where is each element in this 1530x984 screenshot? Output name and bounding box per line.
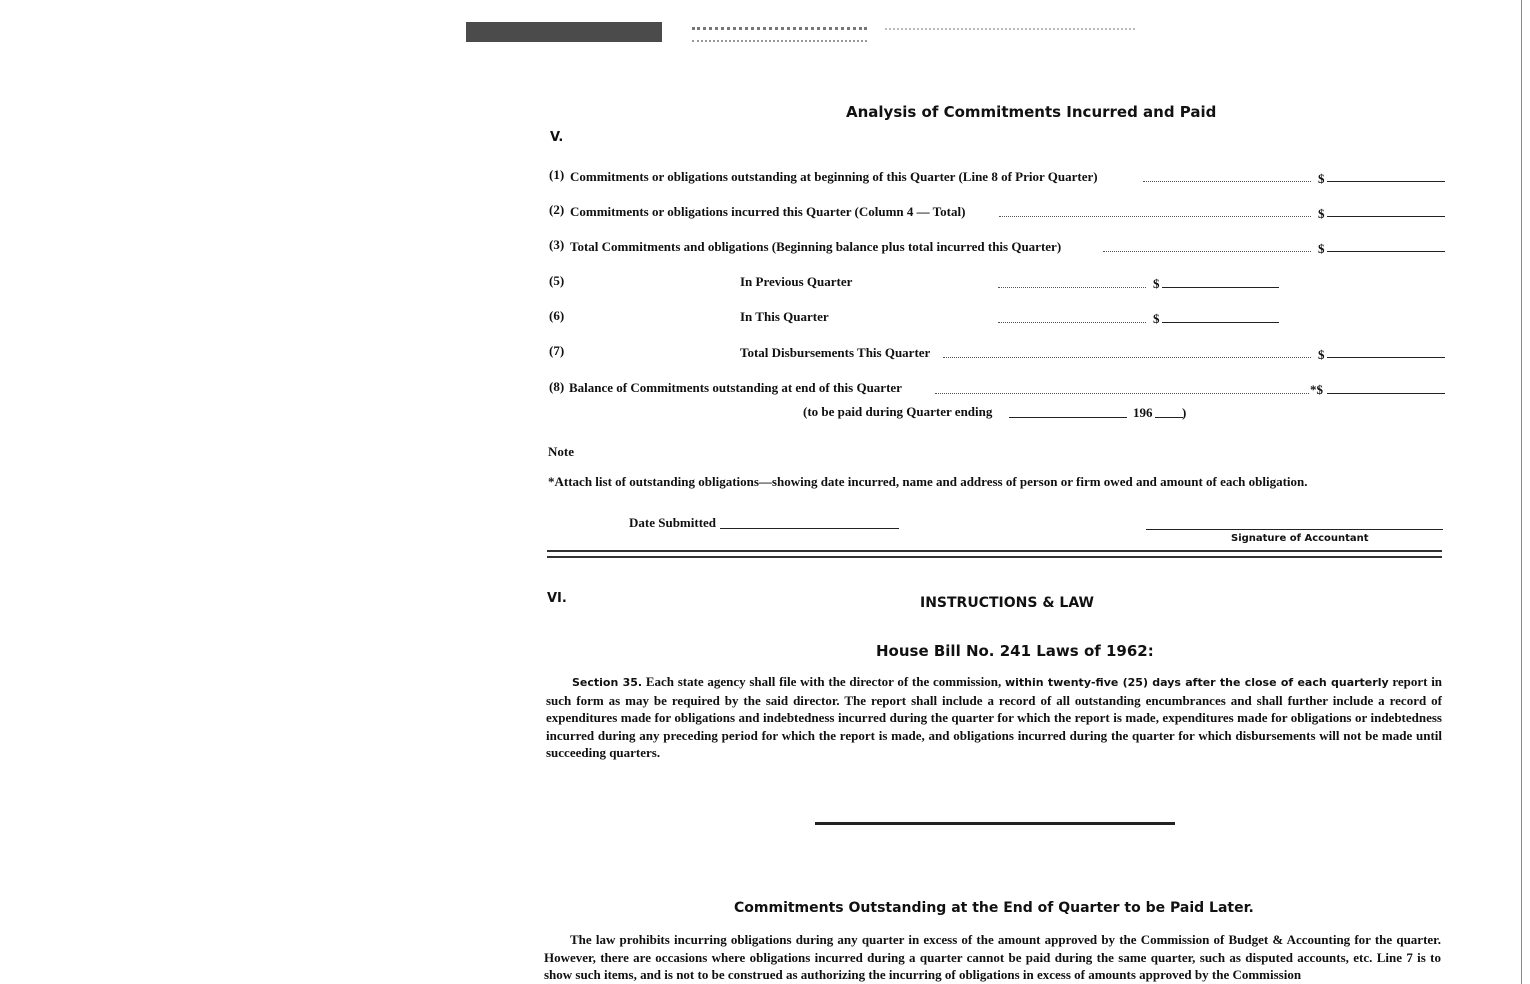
scan-artifact-bar [692, 27, 867, 42]
section-vi-label: VI. [547, 591, 567, 606]
section-v-label: V. [550, 130, 564, 145]
amount-field[interactable] [1327, 216, 1445, 217]
signature-field[interactable] [1146, 529, 1443, 530]
line-label: Total Disbursements This Quarter [740, 345, 931, 360]
line-number: (1) [549, 167, 565, 182]
amount-field[interactable] [1162, 287, 1279, 288]
year-field[interactable] [1155, 417, 1183, 418]
amount-field[interactable] [1327, 251, 1445, 252]
section-v-title: Analysis of Commitments Incurred and Paid [846, 103, 1217, 121]
line-label: Total Commitments and obligations (Beginning balance plus total incurred this Quarter) [570, 239, 1062, 254]
date-submitted-field[interactable] [720, 528, 899, 529]
currency-sign: $ [1318, 171, 1325, 186]
note-text: *Attach list of outstanding obligations—showing date incurred, name and address of person or firm owed and amount of each obligation. [548, 474, 1308, 489]
line-number: (6) [549, 308, 565, 323]
to-be-paid-label: (to be paid during Quarter ending [803, 404, 993, 419]
amount-field[interactable] [1327, 357, 1445, 358]
section-vi-title: INSTRUCTIONS & LAW [920, 595, 1094, 611]
section-label: Section 35. [572, 676, 643, 689]
note-label: Note [548, 444, 574, 459]
quarter-ending-field[interactable] [1009, 417, 1127, 418]
year-prefix: 196 [1133, 405, 1153, 420]
leader-dots [1143, 181, 1311, 182]
amount-field[interactable] [1327, 181, 1445, 182]
section-divider [547, 550, 1442, 558]
date-submitted-label: Date Submitted [629, 515, 717, 530]
line-number: (5) [549, 273, 565, 288]
line-label: Balance of Commitments outstanding at end of this Quarter [569, 380, 902, 395]
commitments-text [544, 931, 1441, 984]
law-paragraph [546, 673, 1442, 762]
currency-sign: $ [1318, 241, 1325, 256]
currency-sign: $ [1318, 206, 1325, 221]
leader-dots [943, 357, 1311, 358]
leader-dots [999, 216, 1311, 217]
currency-sign: $ [1318, 347, 1325, 362]
law-text-emphasis: within twenty-five (25) days after the close of each quarterly [1004, 676, 1389, 689]
law-text-part: Each state agency shall file with the director of the commission, [645, 674, 1002, 689]
line-label: In Previous Quarter [740, 274, 853, 289]
leader-dots [998, 322, 1146, 323]
currency-sign: $ [1153, 311, 1160, 326]
line-number: (7) [549, 343, 565, 358]
line-label: Commitments or obligations incurred this Quarter (Column 4 — Total) [570, 204, 966, 219]
line-number: (3) [549, 237, 565, 252]
line-label: Commitments or obligations outstanding at beginning of this Quarter (Line 8 of Prior Quarter) [570, 169, 1098, 184]
year-suffix: ) [1182, 405, 1187, 420]
leader-dots [935, 393, 1309, 394]
law-text [546, 673, 1442, 762]
commitments-body: The law prohibits incurring obligations during any quarter in excess of the amount approved by the Commission of Budget & Accounting for the quarter. However, there are occasions where obligations incurred during a quarter cannot be paid during the same quarter, such as disputed accounts, etc. Line 7 is to show such items, and is not to be construed as authorizing the incurring of obligations in excess of amounts approved by the Commission [544, 932, 1441, 982]
amount-field[interactable] [1327, 393, 1445, 394]
scan-artifact-bar [466, 22, 662, 42]
line-label: In This Quarter [740, 309, 829, 324]
currency-sign: $ [1153, 276, 1160, 291]
leader-dots [998, 287, 1146, 288]
amount-field[interactable] [1162, 322, 1279, 323]
line-number: (8) [549, 379, 565, 394]
signature-label: Signature of Accountant [1231, 533, 1369, 544]
separator-rule [815, 822, 1175, 825]
page-edge [1521, 0, 1530, 984]
section-vi-subtitle: House Bill No. 241 Laws of 1962: [876, 642, 1154, 660]
commitments-title: Commitments Outstanding at the End of Quarter to be Paid Later. [734, 900, 1254, 916]
currency-sign: *$ [1310, 382, 1323, 397]
leader-dots [1103, 251, 1311, 252]
law-text-part: report in such form as may be required by the said director. The report shall include a record of all outstanding encumbrances and shall further include a record of expenditures made for obligations and indebtedness incurred during the quarter for which the report is made, expenditures made for obligations or indebtedness incurred during any preceding period for which the report is made, and obligations incurred during the quarter for which disbursements will not be made until succeeding quarters. [546, 674, 1443, 760]
scan-artifact-bar [885, 28, 1135, 38]
commitments-paragraph [544, 931, 1441, 984]
line-number: (2) [549, 202, 565, 217]
